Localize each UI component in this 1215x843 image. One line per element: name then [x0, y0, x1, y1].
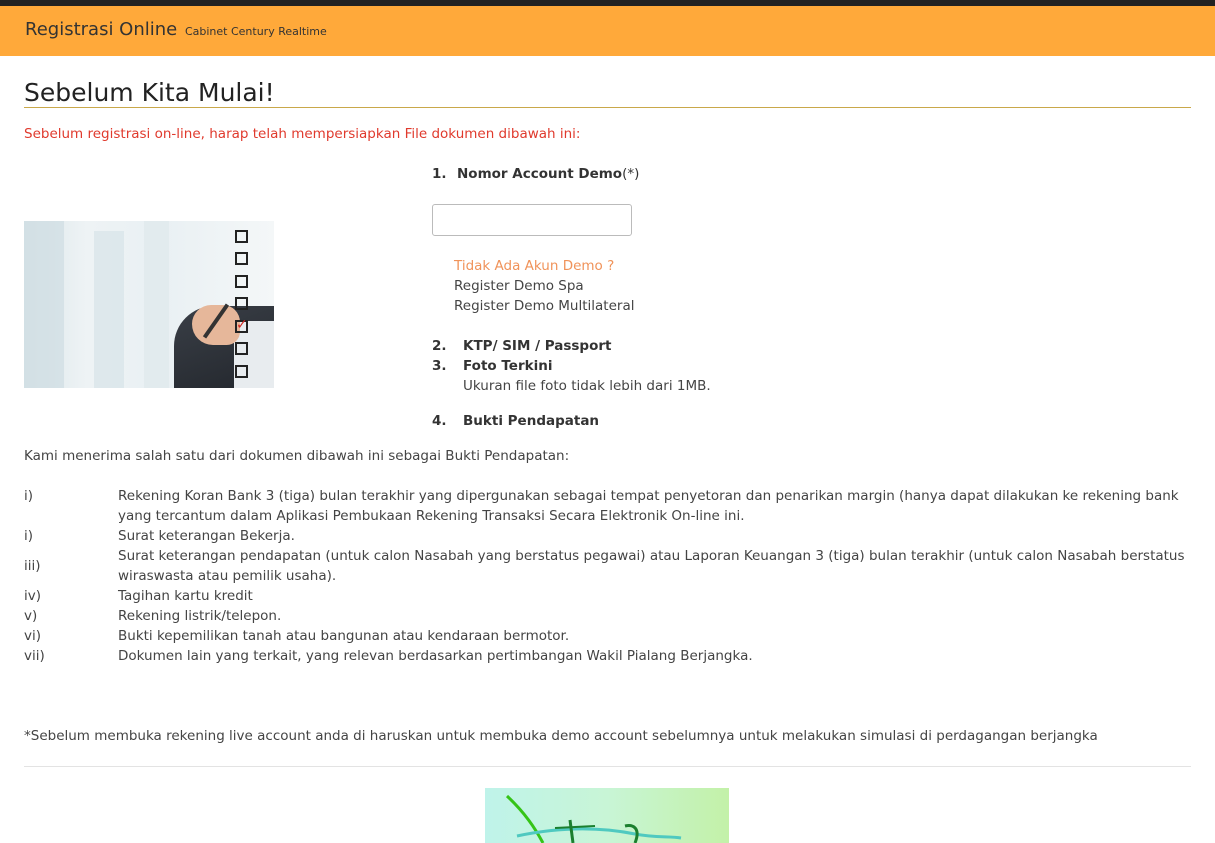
checkbox-icon: [235, 230, 248, 243]
heading-divider: [24, 107, 1191, 108]
check-mark-icon: ✓: [236, 317, 248, 333]
checkbox-icon: [235, 365, 248, 378]
checkbox-icon: [235, 342, 248, 355]
intro-text: Sebelum registrasi on-line, harap telah mempersiapkan File dokumen dibawah ini:: [24, 126, 581, 142]
document-number: vii): [24, 648, 45, 664]
app-subtitle: Cabinet Century Realtime: [184, 25, 327, 38]
background-blur: [24, 221, 64, 388]
requirement-number: 1.: [432, 166, 447, 182]
document-item: Tagihan kartu kredit: [118, 588, 253, 604]
document-item: Surat keterangan Bekerja.: [118, 528, 295, 544]
register-demo-multilateral-link[interactable]: Register Demo Multilateral: [454, 298, 635, 314]
demo-account-footnote: *Sebelum membuka rekening live account anda di haruskan untuk membuka demo account sebelumnya untuk melakukan simulasi di perdagangan berjangka: [24, 728, 1098, 744]
background-blur: [94, 231, 124, 388]
requirement-number: 4.: [432, 413, 447, 429]
checkbox-icon: [235, 275, 248, 288]
document-number: vi): [24, 628, 42, 644]
checkbox-icon: [235, 297, 248, 310]
hand: [192, 305, 240, 345]
requirement-income-proof: Bukti Pendapatan: [463, 413, 600, 429]
document-number: v): [24, 608, 38, 624]
register-demo-spa-link[interactable]: Register Demo Spa: [454, 278, 584, 294]
document-item: Bukti kepemilikan tanah atau bangunan atau kendaraan bermotor.: [118, 628, 570, 644]
app-title-text: Registrasi Online: [25, 19, 178, 40]
photo-size-note: Ukuran file foto tidak lebih dari 1MB.: [463, 378, 711, 394]
account-demo-input[interactable]: [432, 204, 632, 236]
document-number: iii): [24, 558, 41, 574]
requirement-ktp: KTP/ SIM / Passport: [463, 338, 612, 354]
requirement-number: 2.: [432, 338, 447, 354]
document-item: Rekening listrik/telepon.: [118, 608, 282, 624]
app-title: [25, 19, 327, 40]
checkbox-icon: [235, 252, 248, 265]
document-item: Dokumen lain yang terkait, yang relevan berdasarkan pertimbangan Wakil Pialang Berjangka.: [118, 648, 753, 664]
required-marker: (*): [622, 166, 640, 182]
background-blur: [144, 221, 169, 388]
checklist-illustration: [24, 221, 274, 388]
page-title: Sebelum Kita Mulai!: [24, 78, 275, 107]
requirement-label: Nomor Account Demo: [457, 166, 623, 182]
requirement-number: 3.: [432, 358, 447, 374]
document-item: Rekening Koran Bank 3 (tiga) bulan terakhir yang dipergunakan sebagai tempat penyetoran dan penarikan margin (hanya dapat dilakukan ke rekening bank yang tercantum dalam Aplikasi Pembukaan Rekening Transaksi Secara Elektronik On-line ini.: [118, 488, 1179, 524]
document-number: iv): [24, 588, 42, 604]
document-item: Surat keterangan pendapatan (untuk calon Nasabah yang berstatus pegawai) atau Laporan Keuangan 3 (tiga) bulan terakhir (untuk calon Nasabah berstatus wiraswasta atau pemilik usaha).: [118, 548, 1185, 584]
section-divider: [24, 766, 1191, 767]
captcha-squiggle: [485, 788, 729, 843]
no-demo-account-link[interactable]: Tidak Ada Akun Demo ?: [454, 258, 615, 274]
income-intro: Kami menerima salah satu dari dokumen dibawah ini sebagai Bukti Pendapatan:: [24, 448, 570, 464]
requirement-account-demo: [457, 166, 639, 182]
header-bar: [0, 6, 1215, 56]
captcha-image: [485, 788, 729, 843]
document-number: i): [24, 488, 34, 504]
requirement-photo: Foto Terkini: [463, 358, 553, 374]
document-number: i): [24, 528, 34, 544]
